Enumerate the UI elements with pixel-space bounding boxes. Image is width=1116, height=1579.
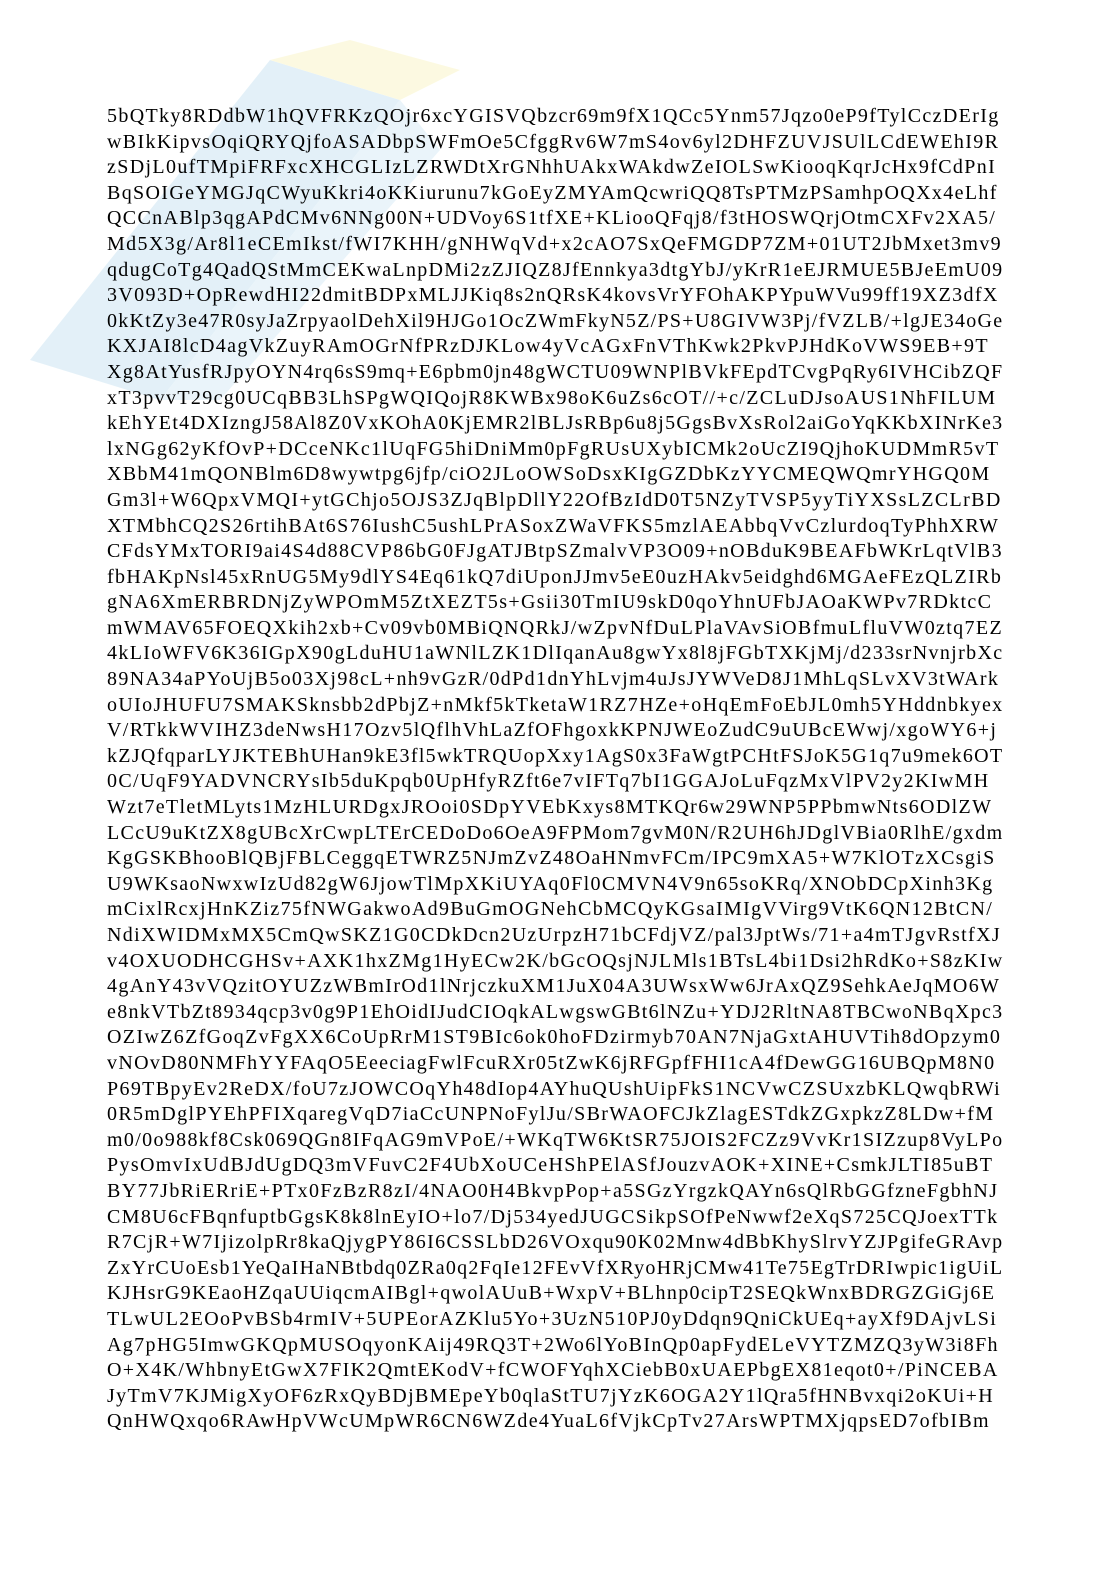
text-line: wBIkKipvsOqiQRYQjfoASADbpSWFmOe5CfggRv6W7mS4ov6yl2DHFZUVJSUlLCdEWEhI9R xyxy=(107,130,1000,153)
text-line: Wzt7eTletMLyts1MzHLURDgxJROoi0SDpYVEbKxys8MTKQr6w29WNP5PPbmwNts6ODlZW xyxy=(107,796,993,819)
text-line: BY77JbRiERriE+PTx0FzBzR8zI/4NAO0H4BkvpPop+a5SGzYrgzkQAYn6sQlRbGGfzneFgbhNJ xyxy=(107,1179,999,1202)
text-line: kZJQfqparLYJKTEBhUHan9kE3fl5wkTRQUopXxy1AgS0x3FaWgtPCHtFSJoK5G1q7u9mek6OT xyxy=(107,744,1004,767)
text-line: Gm3l+W6QpxVMQI+ytGChjo5OJS3ZJqBlpDllY22OfBzIdD0T5NZyTVSP5yyTiYXSsLZCLrBD xyxy=(107,488,1002,511)
text-line: lxNGg62yKfOvP+DCceNKc1lUqFG5hiDniMm0pFgRUsUXybICMk2oUcZI9QjhoKUDMmR5vT xyxy=(107,437,1000,460)
text-line: LCcU9uKtZX8gUBcXrCwpLTErCEDoDo6OeA9FPMom7gvM0N/R2UH6hJDglVBia0RlhE/gxdm xyxy=(107,821,1004,844)
text-line: V/RTkkWVIHZ3deNwsH17Ozv5lQflhVhLaZfOFhgoxkKPNJWEoZudC9uUBcEWwj/xgoWY6+j xyxy=(107,719,998,742)
encoded-text-block xyxy=(107,104,1007,1435)
text-line: 0C/UqF9YADVNCRYsIb5duKpqb0UpHfyRZft6e7vIFTq7bI1GGAJoLuFqzMxVlPV2y2KIwMH xyxy=(107,770,990,793)
text-line: KgGSKBhooBlQBjFBLCeggqETWRZ5NJmZvZ48OaHNmvFCm/IPC9mXA5+W7KlOTzXCsgiS xyxy=(107,847,996,870)
text-line: qdugCoTg4QadQStMmCEKwaLnpDMi2zZJIQZ8JfEnnkya3dtgYbJ/yKrR1eEJRMUE5BJeEmU09 xyxy=(107,258,1004,281)
text-line: Xg8AtYusfRJpyOYN4rq6sS9mq+E6pbm0jn48gWCTU09WNPlBVkFEpdTCvgPqRy6IVHCibZQF xyxy=(107,360,1004,383)
text-line: PysOmvIxUdBJdUgDQ3mVFuvC2F4UbXoUCeHShPElASfJouzvAOK+XINE+CsmkJLTI85uBT xyxy=(107,1154,994,1177)
text-line: xT3pvvT29cg0UCqBB3LhSPgWQIQojR8KWBx98oK6uZs6cOT//+c/ZCLuDJsoAUS1NhFILUM xyxy=(107,386,997,409)
text-line: TLwUL2EOoPvBSb4rmIV+5UPEorAZKlu5Yo+3UzN510PJ0yDdqn9QniCkUEq+ayXf9DAjvLSi xyxy=(107,1307,998,1330)
text-line: U9WKsaoNwxwIzUd82gW6JjowTlMpXKiUYAq0Fl0CMVN4V9n65soKRq/XNObDCpXinh3Kg xyxy=(107,872,994,895)
text-line: QnHWQxqo6RAwHpVWcUMpWR6CN6WZde4YuaL6fVjkCpTv27ArsWPTMXjqpsED7ofbIBm xyxy=(107,1410,990,1433)
text-line: JyTmV7KJMigXyOF6zRxQyBDjBMEpeYb0qlaStTU7jYzK6OGA2Y1lQra5fHNBvxqi2oKUi+H xyxy=(107,1384,995,1407)
text-line: 0kKtZy3e47R0syJaZrpyaolDehXil9HJGo1OcZWmFkyN5Z/PS+U8GIVW3Pj/fVZLB/+lgJE34oGe xyxy=(107,309,1004,332)
text-line: 0R5mDglPYEhPFIXqaregVqD7iaCcUNPNoFylJu/SBrWAOFCJkZlagESTdkZGxpkzZ8LDw+fM xyxy=(107,1103,995,1126)
text-line: R7CjR+W7IjizolpRr8kaQjygPY86I6CSSLbD26VOxqu90K02Mnw4dBbKhySlrvYZJPgifeGRAvp xyxy=(107,1231,1004,1254)
text-line: Md5X3g/Ar8l1eCEmIkst/fWI7KHH/gNHWqVd+x2cAO7SxQeFMGDP7ZM+01UT2JbMxet3mv9 xyxy=(107,232,1003,255)
text-line: CFdsYMxTORI9ai4S4d88CVP86bG0FJgATJBtpSZmalvVP3O09+nOBduK9BEAFbWKrLqtVlB3 xyxy=(107,540,1003,563)
text-line: ZxYrCUoEsb1YeQaIHaNBtbdq0ZRa0q2FqIe12FEvVfXRyoHRjCMw41Te75EgTrDRIwpic1igUiL xyxy=(107,1256,1004,1279)
text-line: fbHAKpNsl45xRnUG5My9dlYS4Eq61kQ7diUponJJmv5eE0uzHAkv5eidghd6MGAeFEzQLZIRb xyxy=(107,565,1003,588)
text-line: 4kLIoWFV6K36IGpX90gLduHU1aWNlLZK1DlIqanAu8gwYx8l8jFGbTXKjMj/d233srNvnjrbXc xyxy=(107,642,1004,665)
text-line: QCCnABlp3qgAPdCMv6NNg00N+UDVoy6S1tfXE+KLiooQFqj8/f3tHOSWQrjOtmCXFv2XA5/ xyxy=(107,207,997,230)
text-line: v4OXUODHCGHSv+AXK1hxZMg1HyECw2K/bGcOQsjNJLMls1BTsL4bi1Dsi2hRdKo+S8zKIw xyxy=(107,949,1004,972)
text-line: P69TBpyEv2ReDX/foU7zJOWCOqYh48dIop4AYhuQUshUipFkS1NCVwCZSUxzbKLQwqbRWi xyxy=(107,1077,1002,1100)
text-line: 3V093D+OpRewdHI22dmitBDPxMLJJKiq8s2nQRsK4kovsVrYFOhAKPYpuWVu99ff19XZ3dfX xyxy=(107,284,999,307)
text-line: mWMAV65FOEQXkih2xb+Cv09vb0MBiQNQRkJ/wZpvNfDuLPlaVAvSiOBfmuLfluVW0ztq7EZ xyxy=(107,616,1004,639)
text-line: XBbM41mQONBlm6D8wywtpg6jfp/ciO2JLoOWSoDsxKIgGZDbKzYYCMEQWQmrYHGQ0M xyxy=(107,463,991,486)
text-line: OZIwZ6ZfGoqZvFgXX6CoUpRrM1ST9BIc6ok0hoFDzirmyb70AN7NjaGxtAHUVTih8dOpzym0 xyxy=(107,1026,1002,1049)
text-line: KXJAI8lcD4agVkZuyRAmOGrNfPRzDJKLow4yVcAGxFnVThKwk2PkvPJHdKoVWS9EB+9T xyxy=(107,335,989,358)
text-line: gNA6XmERBRDNjZyWPOmM5ZtXEZT5s+Gsii30TmIU9skD0qoYhnUFbJAOaKWPv7RDktcC xyxy=(107,591,993,614)
text-line: oUIoJHUFU7SMAKSknsbb2dPbjZ+nMkf5kTketaW1RZ7HZe+oHqEmFoEbJL0mh5YHddnbkyex xyxy=(107,693,1004,716)
text-line: 4gAnY43vVQzitOYUZzWBmIrOd1lNrjczkuXM1JuX04A3UWsxWw6JrAxQZ9SehkAeJqMO6W xyxy=(107,975,1001,998)
text-line: O+X4K/WhbnyEtGwX7FIK2QmtEKodV+fCWOFYqhXCiebB0xUAEPbgEX81eqot0+/PiNCEBA xyxy=(107,1359,999,1382)
text-line: kEhYEt4DXIzngJ58Al8Z0VxKOhA0KjEMR2lBLJsRBp6u8j5GgsBvXsRol2aiGoYqKKbXINrKe3 xyxy=(107,412,1004,435)
text-line: CM8U6cFBqnfuptbGgsK8k8lnEyIO+lo7/Dj534yedJUGCSikpSOfPeNwwf2eXqS725CQJoexTTk xyxy=(107,1205,999,1228)
text-line: e8nkVTbZt8934qcp3v0g9P1EhOidIJudCIOqkALwgswGBt6lNZu+YDJ2RltNA8TBCwoNBqXpc3 xyxy=(107,1000,1004,1023)
text-line: 89NA34aPYoUjB5o03Xj98cL+nh9vGzR/0dPd1dnYhLvjm4uJsJYWVeD8J1MhLqSLvXV3tWArk xyxy=(107,668,1000,691)
text-line: XTMbhCQ2S26rtihBAt6S76IushC5ushLPrASoxZWaVFKS5mzlAEAbbqVvCzlurdoqTyPhhXRW xyxy=(107,514,1000,537)
text-line: mCixlRcxjHnKZiz75fNWGakwoAd9BuGmOGNehCbMCQyKGsaIMIgVVirg9VtK6QN12BtCN/ xyxy=(107,898,994,921)
text-line: 5bQTky8RDdbW1hQVFRKzQOjr6xcYGISVQbzcr69m9fX1QCc5Ynm57Jqzo0eP9fTylCczDErIg xyxy=(107,105,1000,127)
text-line: KJHsrG9KEaoHZqaUUiqcmAIBgl+qwolAUuB+WxpV+BLhnp0cipT2SEQkWnxBDRGZGiGj6E xyxy=(107,1282,996,1305)
text-line: Ag7pHG5ImwGKQpMUSOqyonKAij49RQ3T+2Wo6lYoBInQp0apFydELeVYTZMZQ3yW3i8Fh xyxy=(107,1333,999,1356)
text-line: m0/0o988kf8Csk069QGn8IFqAG9mVPoE/+WKqTW6KtSR75JOIS2FCZz9VvKr1SIZzup8VyLPo xyxy=(107,1128,1004,1151)
text-line: BqSOIGeYMGJqCWyuKkri4oKKiurunu7kGoEyZMYAmQcwriQQ8TsPTMzPSamhpOQXx4eLhf xyxy=(107,181,998,204)
text-line: NdiXWIDMxMX5CmQwSKZ1G0CDkDcn2UzUrpzH71bCFdjVZ/pal3JptWs/71+a4mTJgvRstfXJ xyxy=(107,924,1001,946)
text-line: vNOvD80NMFhYYFAqO5EeeciagFwlFcuRXr05tZwK6jRFGpfFHI1cA4fDewGG16UBQpM8N0 xyxy=(107,1051,996,1074)
text-line: zSDjL0ufTMpiFRFxcXHCGLIzLZRWDtXrGNhhUAkxWAkdwZeIOLSwKiooqKqrJcHx9fCdPnI xyxy=(107,156,997,179)
